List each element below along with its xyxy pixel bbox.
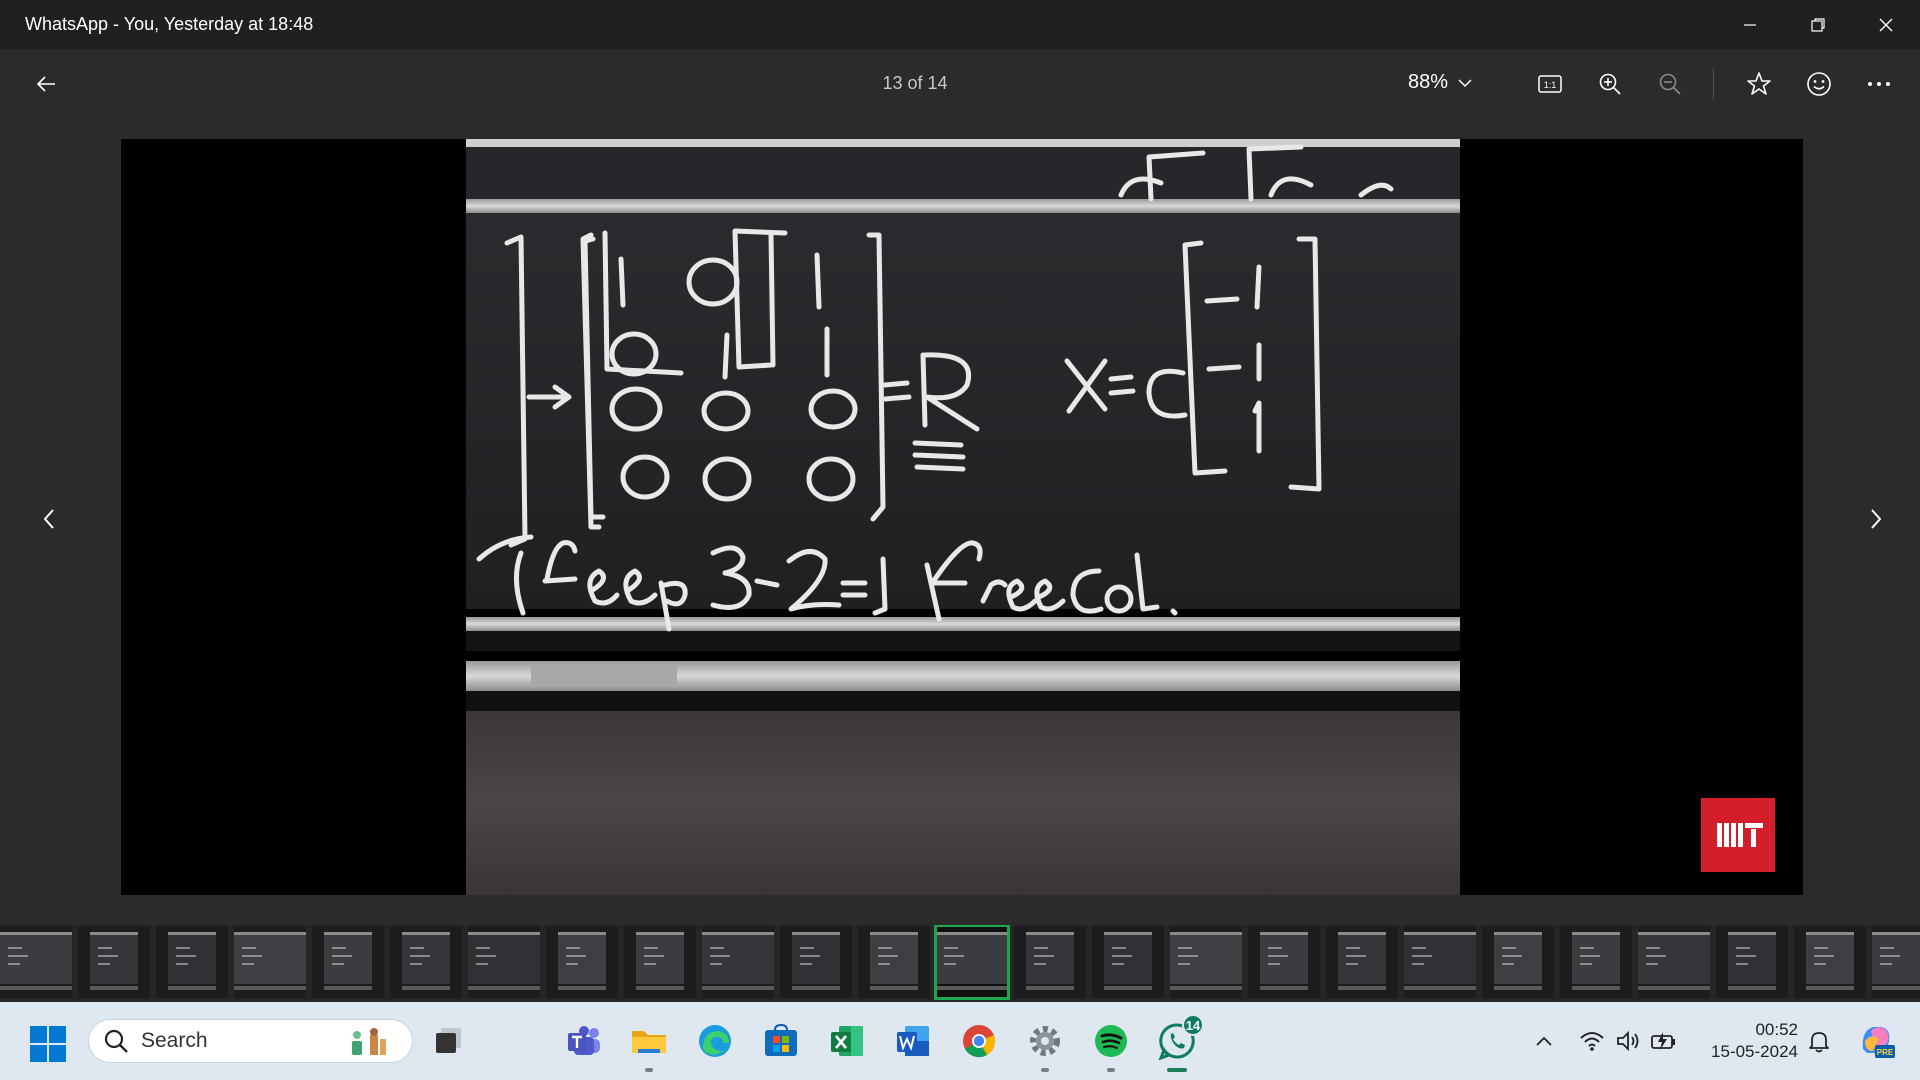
filmstrip-thumbnail[interactable] [1872,926,1920,998]
spotify-app[interactable] [1090,1020,1132,1062]
thumbnail-image [78,926,150,998]
next-button[interactable] [1860,503,1892,535]
thumbnail-image [1560,926,1632,998]
running-indicator [1107,1068,1115,1072]
excel-icon [829,1024,865,1058]
show-hidden-icons-button[interactable] [1530,1027,1558,1055]
filmstrip-thumbnail[interactable] [1482,926,1554,998]
star-icon [1746,71,1772,97]
filmstrip-thumbnail[interactable] [1638,926,1710,998]
thumbnail-image [0,926,72,998]
edge-icon [697,1023,733,1059]
minimize-button[interactable] [1716,0,1784,49]
running-indicator [1041,1068,1049,1072]
windows-icon [30,1026,66,1062]
more-icon [1867,81,1891,87]
close-icon [1879,18,1893,32]
start-button[interactable] [30,1026,66,1067]
task-view-button[interactable] [428,1020,470,1062]
thumbnail-image [156,926,228,998]
filmstrip-thumbnail[interactable] [1560,926,1632,998]
current-photo [121,139,1803,895]
wifi-icon [1579,1030,1605,1052]
filmstrip-thumbnail[interactable] [156,926,228,998]
search-box[interactable] [88,1019,413,1063]
actual-size-button[interactable] [1534,68,1566,100]
search-placeholder: Search [141,1029,208,1052]
clock-date: 15-05-2024 [1711,1042,1798,1061]
restore-icon [1811,18,1825,32]
toolbar-divider [1713,69,1714,99]
back-button[interactable] [30,68,62,100]
search-icon [103,1028,129,1054]
filmstrip-thumbnail[interactable] [1014,926,1086,998]
zoom-in-button[interactable] [1594,68,1626,100]
thumbnail-image [624,926,696,998]
thumbnail-image [1716,926,1788,998]
search-highlight-icon [346,1023,396,1059]
thumbnail-image [234,926,306,998]
more-options-button[interactable] [1863,68,1895,100]
zoom-out-icon [1658,72,1682,96]
zoom-level: 88% [1408,71,1449,93]
thumbnail-image [936,926,1008,998]
filmstrip-thumbnail[interactable] [624,926,696,998]
filmstrip-thumbnail[interactable] [702,926,774,998]
filmstrip-thumbnail[interactable] [468,926,540,998]
thumbnail-image [312,926,384,998]
image-viewer [0,119,1920,925]
microsoft-store-app[interactable] [760,1020,802,1062]
thumbnail-image [1794,926,1866,998]
filmstrip-thumbnail[interactable] [858,926,930,998]
edge-app[interactable] [694,1020,736,1062]
previous-button[interactable] [33,503,65,535]
notifications-button[interactable] [1805,1027,1833,1055]
filmstrip-thumbnail[interactable] [1404,926,1476,998]
filmstrip-thumbnail[interactable] [390,926,462,998]
thumbnail-image [1404,926,1476,998]
thumbnail-image [1170,926,1242,998]
active-indicator [1167,1068,1187,1072]
thumbnail-image [1326,926,1398,998]
thumbnail-image [468,926,540,998]
viewer-toolbar [0,49,1920,119]
filmstrip [0,925,1920,1002]
thumbnail-image [1014,926,1086,998]
window-title: WhatsApp - You, Yesterday at 18:48 [25,14,314,34]
filmstrip-thumbnail[interactable] [1326,926,1398,998]
store-icon [763,1024,799,1058]
volume-button[interactable] [1614,1027,1642,1055]
react-button[interactable] [1803,68,1835,100]
close-button[interactable] [1852,0,1920,49]
notification-badge: 14 [1182,1014,1204,1036]
thumbnail-image [780,926,852,998]
bell-icon [1808,1029,1830,1053]
filmstrip-thumbnail[interactable] [1794,926,1866,998]
copilot-icon [1857,1021,1895,1059]
folder-icon [630,1025,668,1057]
actual-size-icon [1538,74,1562,94]
clock[interactable] [1698,1019,1798,1063]
thumbnail-image [1872,926,1920,998]
copilot-button[interactable] [1856,1020,1896,1060]
filmstrip-thumbnail[interactable] [0,926,72,998]
thumbnail-image [546,926,618,998]
title-bar [0,0,1920,49]
whatsapp-app[interactable] [1156,1017,1201,1062]
taskbar [0,1002,1920,1080]
back-arrow-icon [35,73,57,95]
filmstrip-thumbnail[interactable] [312,926,384,998]
zoom-in-icon [1598,72,1622,96]
filmstrip-thumbnail[interactable] [1170,926,1242,998]
svg-text:1:1: 1:1 [1543,80,1557,90]
chevron-up-icon [1535,1035,1553,1047]
clock-time: 00:52 [1755,1020,1798,1039]
chevron-down-icon [1458,78,1472,88]
settings-app[interactable] [1024,1020,1066,1062]
image-counter: 13 of 14 [882,73,948,93]
chrome-app[interactable] [958,1020,1000,1062]
window-controls [1716,0,1920,49]
thumbnail-image [858,926,930,998]
spotify-icon [1093,1023,1129,1059]
minimize-icon [1743,18,1757,32]
file-explorer-app[interactable] [628,1020,670,1062]
thumbnail-image [1638,926,1710,998]
battery-button[interactable] [1650,1027,1678,1055]
network-button[interactable] [1578,1027,1606,1055]
battery-charging-icon [1650,1030,1678,1052]
thumbnail-image [1248,926,1320,998]
teams-icon [566,1025,602,1057]
emoji-icon [1806,71,1832,97]
thumbnail-image [1092,926,1164,998]
teams-app[interactable] [563,1020,605,1062]
gear-icon [1027,1023,1063,1059]
restore-button[interactable] [1784,0,1852,49]
svg-text:PRE: PRE [1876,1048,1894,1057]
chalkboard-image [121,139,1803,895]
thumbnail-image [1482,926,1554,998]
thumbnail-image [702,926,774,998]
filmstrip-thumbnail[interactable] [546,926,618,998]
chrome-icon [961,1023,997,1059]
star-button[interactable] [1743,68,1775,100]
filmstrip-thumbnail[interactable] [78,926,150,998]
word-icon [895,1024,931,1058]
filmstrip-thumbnail[interactable] [1092,926,1164,998]
zoom-dropdown[interactable] [1408,71,1472,94]
filmstrip-thumbnail[interactable] [936,926,1008,998]
zoom-out-button[interactable] [1654,68,1686,100]
thumbnail-image [390,926,462,998]
running-indicator [645,1068,653,1072]
excel-app[interactable] [826,1020,868,1062]
task-view-icon [434,1026,464,1056]
word-app[interactable] [892,1020,934,1062]
speaker-icon [1615,1030,1641,1052]
filmstrip-thumbnail[interactable] [780,926,852,998]
filmstrip-thumbnail[interactable] [1716,926,1788,998]
filmstrip-thumbnail[interactable] [1248,926,1320,998]
chevron-right-icon [1869,508,1883,530]
chevron-left-icon [42,508,56,530]
filmstrip-thumbnail[interactable] [234,926,306,998]
